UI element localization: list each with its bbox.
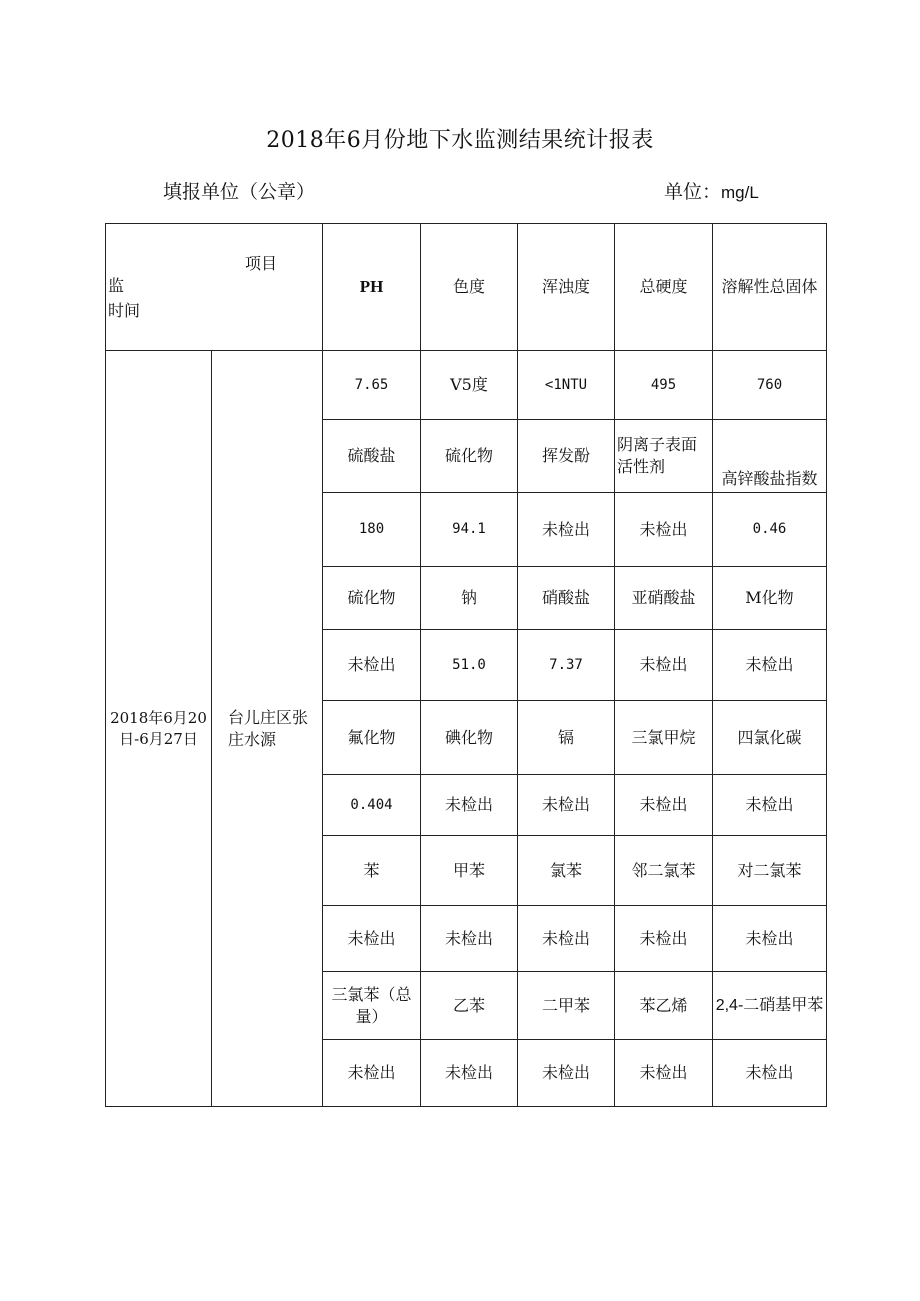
table-cell: 未检出 (518, 1040, 615, 1107)
table-cell: 未检出 (323, 630, 421, 701)
table-cell: 对二氯苯 (713, 836, 827, 906)
table-cell: 7.37 (518, 630, 615, 701)
header-col: 溶解性总固体 (713, 224, 827, 351)
table-cell: 硝酸盐 (518, 567, 615, 630)
table-cell: 0.46 (713, 493, 827, 567)
table-cell: 未检出 (615, 906, 713, 972)
unit-value: mg/L (721, 183, 759, 202)
monitoring-results-table (105, 223, 827, 1107)
unit-label: 单位： (664, 181, 722, 203)
table-cell: 未检出 (518, 493, 615, 567)
table-cell: 氟化物 (323, 701, 421, 775)
date-cell: 2018年6月20日-6月27日 (106, 351, 212, 1107)
table-cell: 高锌酸盐指数 (713, 420, 827, 493)
table-cell: 未检出 (615, 1040, 713, 1107)
table-cell: 三氯苯（总量） (323, 972, 421, 1040)
reporting-unit-label: 填报单位（公章） (163, 181, 316, 203)
table-cell: V5度 (421, 351, 518, 420)
table-cell: 挥发酚 (518, 420, 615, 493)
table-cell: 亚硝酸盐 (615, 567, 713, 630)
table-cell: 硫酸盐 (323, 420, 421, 493)
table-cell: 三氯甲烷 (615, 701, 713, 775)
table-cell: 苯 (323, 836, 421, 906)
table-cell: 7.65 (323, 351, 421, 420)
table-cell: 未检出 (518, 906, 615, 972)
table-cell: M化物 (713, 567, 827, 630)
header-corner-cell (106, 224, 323, 351)
table-cell: <1NTU (518, 351, 615, 420)
table-cell: 未检出 (615, 630, 713, 701)
table-cell: 乙苯 (421, 972, 518, 1040)
table-cell: 495 (615, 351, 713, 420)
site-cell: 台儿庄区张庄水源 (212, 351, 323, 1107)
corner-time-label: 时间 (108, 301, 141, 320)
corner-item-label: 项目 (245, 254, 278, 273)
table-cell: 未检出 (323, 906, 421, 972)
table-cell: 未检出 (713, 906, 827, 972)
header-col: 总硬度 (615, 224, 713, 351)
measurement-unit (664, 177, 759, 204)
table-cell: 未检出 (421, 775, 518, 836)
corner-monitor-label: 监 (108, 276, 125, 295)
table-cell: 未检出 (713, 630, 827, 701)
table-cell: 镉 (518, 701, 615, 775)
table-cell: 四氯化碳 (713, 701, 827, 775)
table-cell: 碘化物 (421, 701, 518, 775)
table-cell: 甲苯 (421, 836, 518, 906)
table-cell: 94.1 (421, 493, 518, 567)
table-cell: 未检出 (615, 775, 713, 836)
table-cell: 硫化物 (421, 420, 518, 493)
table-cell: 阴离子表面活性剂 (615, 420, 713, 493)
report-title: 2018年6月份地下水监测结果统计报表 (266, 128, 654, 153)
table-cell: 未检出 (615, 493, 713, 567)
table-cell: 0.404 (323, 775, 421, 836)
table-cell: 2,4-二硝基甲苯 (713, 972, 827, 1040)
header-row (106, 224, 827, 351)
table-cell: 二甲苯 (518, 972, 615, 1040)
table-cell: 未检出 (518, 775, 615, 836)
table-cell: 未检出 (421, 1040, 518, 1107)
table-cell: 未检出 (713, 775, 827, 836)
table-cell: 硫化物 (323, 567, 421, 630)
table-cell: 未检出 (713, 1040, 827, 1107)
header-col: 色度 (421, 224, 518, 351)
table-cell: 苯乙烯 (615, 972, 713, 1040)
header-col: 浑浊度 (518, 224, 615, 351)
table-cell: 钠 (421, 567, 518, 630)
table-cell: 未检出 (421, 906, 518, 972)
table-row (106, 351, 827, 420)
header-col: PH (323, 224, 421, 351)
table-cell: 邻二氯苯 (615, 836, 713, 906)
table-cell: 51.0 (421, 630, 518, 701)
table-cell: 760 (713, 351, 827, 420)
table-cell: 180 (323, 493, 421, 567)
table-cell: 未检出 (323, 1040, 421, 1107)
table-cell: 氯苯 (518, 836, 615, 906)
